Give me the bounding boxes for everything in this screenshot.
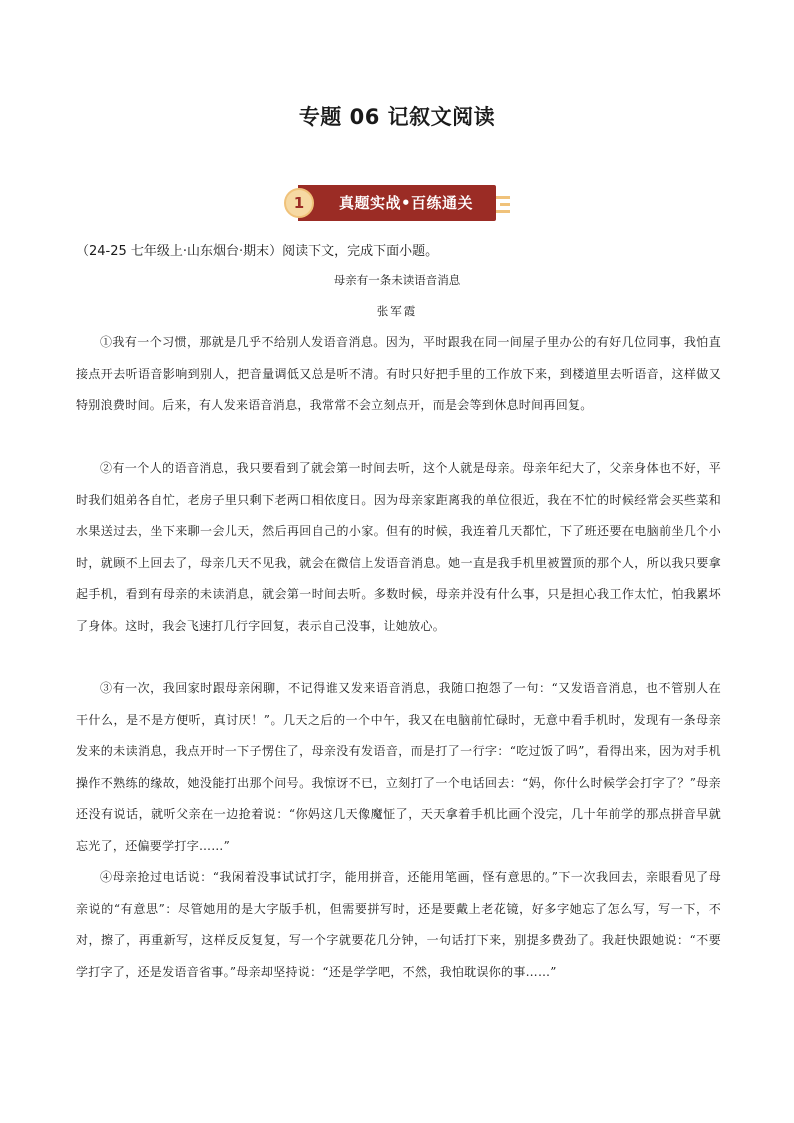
article-paragraph: ①我有一个习惯，那就是几乎不给别人发语音消息。因为，平时跟我在同一间屋子里办公的有好几位同事，我怕直接点开去听语音影响到别人，把音量调低又总是听不清。有时只好把手里的工作放下来，到楼道里去听语音，这样做又特别浪费时间。后来，有人发来语音消息，我常常不会立刻点开，而是会等到休息时间再回复。 bbox=[76, 335, 721, 412]
article-paragraph: ③有一次，我回家时跟母亲闲聊，不记得谁又发来语音消息，我随口抱怨了一句：“又发语音消息，也不管别人在干什么，是不是方便听，真讨厌！”。几天之后的一个中午，我又在电脑前忙碌时，无意中看手机时，发现有一条母亲发来的未读消息，我点开时一下子愣住了，母亲没有发语音，而是打了一行字：“吃过饭了吗”，看得出来，因为对手机操作不熟练的缘故，她没能打出那个问号。我惊讶不已，立刻打了一个电话回去：“妈，你什么时候学会打字了？”母亲还没有说话，就听父亲在一边抢着说：“你妈这几天像魔怔了，天天拿着手机比画个没完，几十年前学的那点拼音早就忘光了，还偏要学打字……” bbox=[76, 681, 721, 853]
banner-stripe-decoration bbox=[500, 203, 510, 206]
article-author: 张军霞 bbox=[376, 304, 418, 318]
source-line: （24-25 七年级上·山东烟台·期末）阅读下文，完成下面小题。 bbox=[76, 244, 439, 259]
banner-label: 真题实战•百练通关 bbox=[338, 194, 474, 212]
page-title: 专题 06 记叙文阅读 bbox=[298, 105, 496, 129]
article-paragraph: ②有一个人的语音消息，我只要看到了就会第一时间去听，这个人就是母亲。母亲年纪大了，父亲身体也不好，平时我们姐弟各自忙，老房子里只剩下老两口相依度日。因为母亲家距离我的单位很近，我在不忙的时候经常会买些菜和水果送过去，坐下来聊一会儿天，然后再回自己的小家。但有的时候，我连着几天都忙，下了班还要在电脑前坐几个小时，就顾不上回去了，母亲几天不见我，就会在微信上发语音消息。她一直是我手机里被置顶的那个人，所以我只要拿起手机，看到有母亲的未读消息，就会第一时间去听。多数时候，母亲并没有什么事，只是担心我工作太忙，怕我累坏了身体。这时，我会飞速打几行字回复，表示自己没事，让她放心。 bbox=[76, 461, 721, 633]
article-paragraph: ④母亲抢过电话说：“我闲着没事试试打字，能用拼音，还能用笔画，怪有意思的。”下一次我回去，亲眼看见了母亲说的“有意思”：尽管她用的是大字版手机，但需要拼写时，还是要戴上老花镜，好多字她忘了怎么写，写一下，不对，擦了，再重新写，这样反反复复，写一个字就要花几分钟，一句话打下来，别提多费劲了。我赶快跟她说：“不要学打字了，还是发语音省事。”母亲却坚持说：“还是学学吧，不然，我怕耽误你的事……” bbox=[76, 870, 721, 979]
banner-stripe-decoration bbox=[496, 196, 510, 199]
banner-stripe-decoration bbox=[496, 210, 510, 213]
section-banner bbox=[284, 185, 516, 221]
article-title: 母亲有一条未读语音消息 bbox=[333, 273, 461, 287]
banner-number-badge: 1 bbox=[284, 188, 314, 218]
